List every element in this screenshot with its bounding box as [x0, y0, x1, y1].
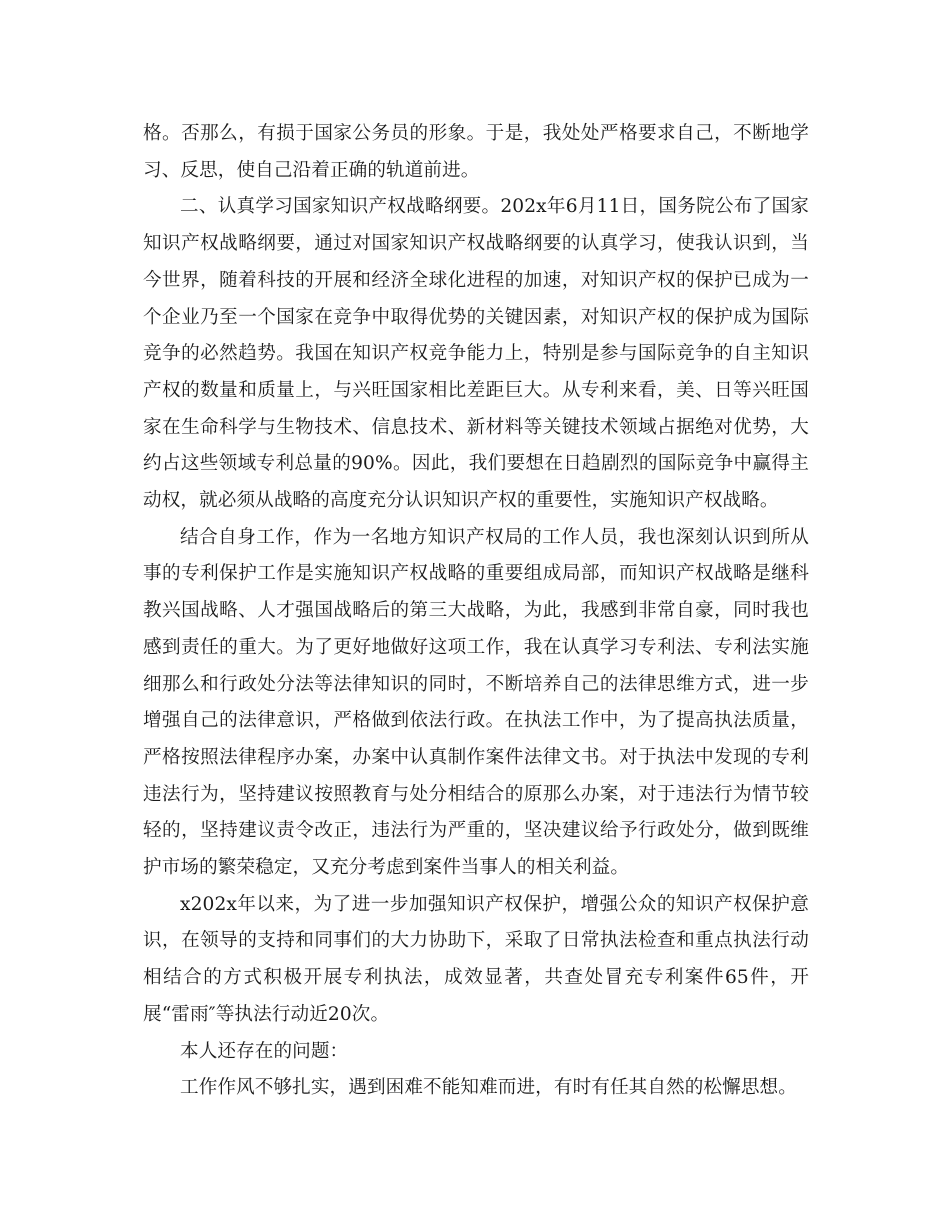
- paragraph-continuation: 格。否那么，有损于国家公务员的形象。于是，我处处严格要求自己，不断地学习、反思，使自己沿着正确的轨道前进。: [143, 123, 809, 181]
- paragraph-enforcement-results: x202x年以来，为了进一步加强知识产权保护，增强公众的知识产权保护意识，在领导的支持和同事们的大力协助下，采取了日常执法检查和重点执法行动相结合的方式积极开展专利执法，成效显著，共查处冒充专利案件65件，开展“雷雨″等执法行动近20次。: [143, 893, 809, 1025]
- paragraph-own-work: 结合自身工作，作为一名地方知识产权局的工作人员，我也深刻认识到所从事的专利保护工作是实施知识产权战略的重要组成局部，而知识产权战略是继科教兴国战略、人才强国战略后的第三大战略，为此，我感到非常自豪，同时我也感到责任的重大。为了更好地做好这项工作，我在认真学习专利法、专利法实施细那么和行政处分法等法律知识的同时，不断培养自己的法律思维方式，进一步增强自己的法律意识，严格做到依法行政。在执法工作中，为了提高执法质量，严格按照法律程序办案，办案中认真制作案件法律文书。对于执法中发现的专利违法行为，坚持建议按照教育与处分相结合的原那么办案，对于违法行为情节较轻的，坚持建议责令改正，违法行为严重的，坚决建议给予行政处分，做到既维护市场的繁荣稳定，又充分考虑到案件当事人的相关利益。: [143, 526, 809, 879]
- document-body: [143, 116, 809, 1107]
- paragraph-problem-item: 工作作风不够扎实，遇到困难不能知难而进，有时有任其自然的松懈思想。: [180, 1077, 797, 1099]
- paragraph-ip-strategy: 二、认真学习国家知识产权战略纲要。202x年6月11日，国务院公布了国家知识产权战略纲要，通过对国家知识产权战略纲要的认真学习，使我认识到，当今世界，随着科技的开展和经济全球化进程的加速，对知识产权的保护已成为一个企业乃至一个国家在竞争中取得优势的关键因素，对知识产权的保护成为国际竞争的必然趋势。我国在知识产权竞争能力上，特别是参与国际竞争的自主知识产权的数量和质量上，与兴旺国家相比差距巨大。从专利来看，美、日等兴旺国家在生命科学与生物技术、信息技术、新材料等关键技术领域占据绝对优势，大约占这些领域专利总量的90%。因此，我们要想在日趋剧烈的国际竞争中赢得主动权，就必须从战略的高度充分认识知识产权的重要性，实施知识产权战略。: [143, 196, 809, 512]
- paragraph-problems-heading: 本人还存在的问题：: [180, 1040, 349, 1062]
